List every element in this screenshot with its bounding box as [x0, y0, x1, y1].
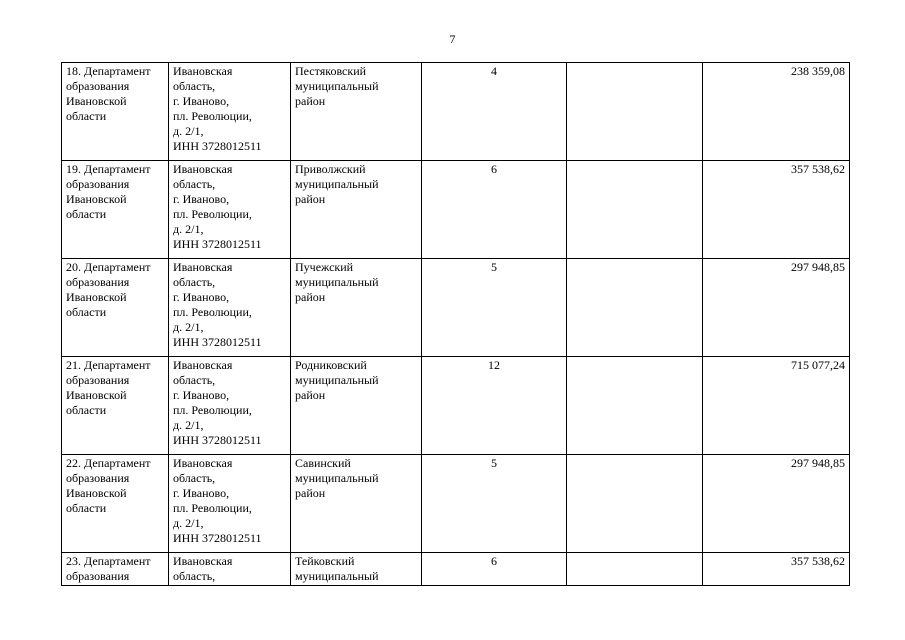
table-row — [62, 161, 850, 259]
amount-cell: 357 538,62 — [703, 161, 850, 259]
recipient-cell — [62, 63, 169, 161]
empty-cell — [567, 553, 703, 586]
address-line: область, — [173, 275, 216, 289]
address-line: ИНН 3728012511 — [173, 139, 262, 153]
recipient-line: 23. Департамент — [66, 554, 151, 568]
amount-cell: 238 359,08 — [703, 63, 850, 161]
amount-cell: 357 538,62 — [703, 553, 850, 586]
address-line: д. 2/1, — [173, 418, 204, 432]
address-line: д. 2/1, — [173, 124, 204, 138]
recipient-line: 18. Департамент — [66, 64, 151, 78]
empty-cell — [567, 455, 703, 553]
empty-cell — [567, 63, 703, 161]
district-line: район — [295, 486, 326, 500]
address-line: д. 2/1, — [173, 320, 204, 334]
district-line: район — [295, 388, 326, 402]
address-line: ИНН 3728012511 — [173, 531, 262, 545]
address-line: пл. Революции, — [173, 207, 252, 221]
district-line: Савинский — [295, 456, 351, 470]
table-row — [62, 553, 850, 586]
district-line: Родниковский — [295, 358, 367, 372]
district-line: Пучежский — [295, 260, 354, 274]
address-cell — [169, 553, 291, 586]
count-cell: 5 — [422, 259, 567, 357]
recipient-line: области — [66, 207, 107, 221]
count-cell: 6 — [422, 553, 567, 586]
address-line: Ивановская — [173, 554, 233, 568]
amount-cell: 297 948,85 — [703, 455, 850, 553]
address-cell — [169, 357, 291, 455]
recipient-cell — [62, 161, 169, 259]
recipient-line: образования — [66, 373, 130, 387]
address-line: Ивановская — [173, 64, 233, 78]
address-line: область, — [173, 79, 216, 93]
address-line: д. 2/1, — [173, 516, 204, 530]
distribution-table — [61, 62, 850, 586]
count-cell: 5 — [422, 455, 567, 553]
district-line: район — [295, 94, 326, 108]
recipient-line: Ивановской — [66, 486, 127, 500]
address-line: область, — [173, 569, 216, 583]
district-line: муниципальный — [295, 275, 379, 289]
address-line: г. Иваново, — [173, 94, 230, 108]
recipient-line: Ивановской — [66, 290, 127, 304]
district-line: Пестяковский — [295, 64, 367, 78]
recipient-line: Ивановской — [66, 94, 127, 108]
count-cell: 6 — [422, 161, 567, 259]
recipient-cell — [62, 259, 169, 357]
table-row — [62, 357, 850, 455]
count-cell: 4 — [422, 63, 567, 161]
address-cell — [169, 161, 291, 259]
address-line: пл. Революции, — [173, 305, 252, 319]
address-line: область, — [173, 177, 216, 191]
address-line: ИНН 3728012511 — [173, 335, 262, 349]
recipient-line: образования — [66, 79, 130, 93]
recipient-line: Ивановской — [66, 388, 127, 402]
address-line: г. Иваново, — [173, 388, 230, 402]
count-cell: 12 — [422, 357, 567, 455]
district-line: муниципальный — [295, 569, 379, 583]
table-row — [62, 455, 850, 553]
empty-cell — [567, 161, 703, 259]
page-number: 7 — [449, 32, 456, 46]
address-line: область, — [173, 471, 216, 485]
table-row — [62, 63, 850, 161]
recipient-line: образования — [66, 275, 130, 289]
recipient-line: области — [66, 109, 107, 123]
amount-cell: 297 948,85 — [703, 259, 850, 357]
recipient-line: области — [66, 501, 107, 515]
address-line: г. Иваново, — [173, 192, 230, 206]
district-line: Тейковский — [295, 554, 355, 568]
recipient-line: области — [66, 403, 107, 417]
district-line: район — [295, 192, 326, 206]
address-cell — [169, 259, 291, 357]
district-cell — [291, 259, 422, 357]
address-line: ИНН 3728012511 — [173, 433, 262, 447]
district-cell — [291, 553, 422, 586]
address-line: Ивановская — [173, 456, 233, 470]
district-line: муниципальный — [295, 373, 379, 387]
recipient-line: 19. Департамент — [66, 162, 151, 176]
address-cell — [169, 455, 291, 553]
empty-cell — [567, 357, 703, 455]
address-cell — [169, 63, 291, 161]
address-line: область, — [173, 373, 216, 387]
recipient-line: образования — [66, 177, 130, 191]
address-line: пл. Революции, — [173, 501, 252, 515]
recipient-cell — [62, 455, 169, 553]
district-line: муниципальный — [295, 177, 379, 191]
district-cell — [291, 161, 422, 259]
recipient-line: образования — [66, 471, 130, 485]
address-line: д. 2/1, — [173, 222, 204, 236]
recipient-cell — [62, 553, 169, 586]
recipient-line: 22. Департамент — [66, 456, 151, 470]
district-line: муниципальный — [295, 471, 379, 485]
address-line: г. Иваново, — [173, 486, 230, 500]
address-line: пл. Революции, — [173, 403, 252, 417]
address-line: Ивановская — [173, 358, 233, 372]
recipient-line: 20. Департамент — [66, 260, 151, 274]
address-line: ИНН 3728012511 — [173, 237, 262, 251]
address-line: г. Иваново, — [173, 290, 230, 304]
recipient-line: образования — [66, 569, 130, 583]
district-cell — [291, 357, 422, 455]
table-row — [62, 259, 850, 357]
district-cell — [291, 63, 422, 161]
district-line: муниципальный — [295, 79, 379, 93]
recipient-line: Ивановской — [66, 192, 127, 206]
amount-cell: 715 077,24 — [703, 357, 850, 455]
address-line: пл. Революции, — [173, 109, 252, 123]
address-line: Ивановская — [173, 260, 233, 274]
recipient-cell — [62, 357, 169, 455]
recipient-line: 21. Департамент — [66, 358, 151, 372]
address-line: Ивановская — [173, 162, 233, 176]
district-line: Приволжский — [295, 162, 366, 176]
empty-cell — [567, 259, 703, 357]
district-line: район — [295, 290, 326, 304]
district-cell — [291, 455, 422, 553]
recipient-line: области — [66, 305, 107, 319]
